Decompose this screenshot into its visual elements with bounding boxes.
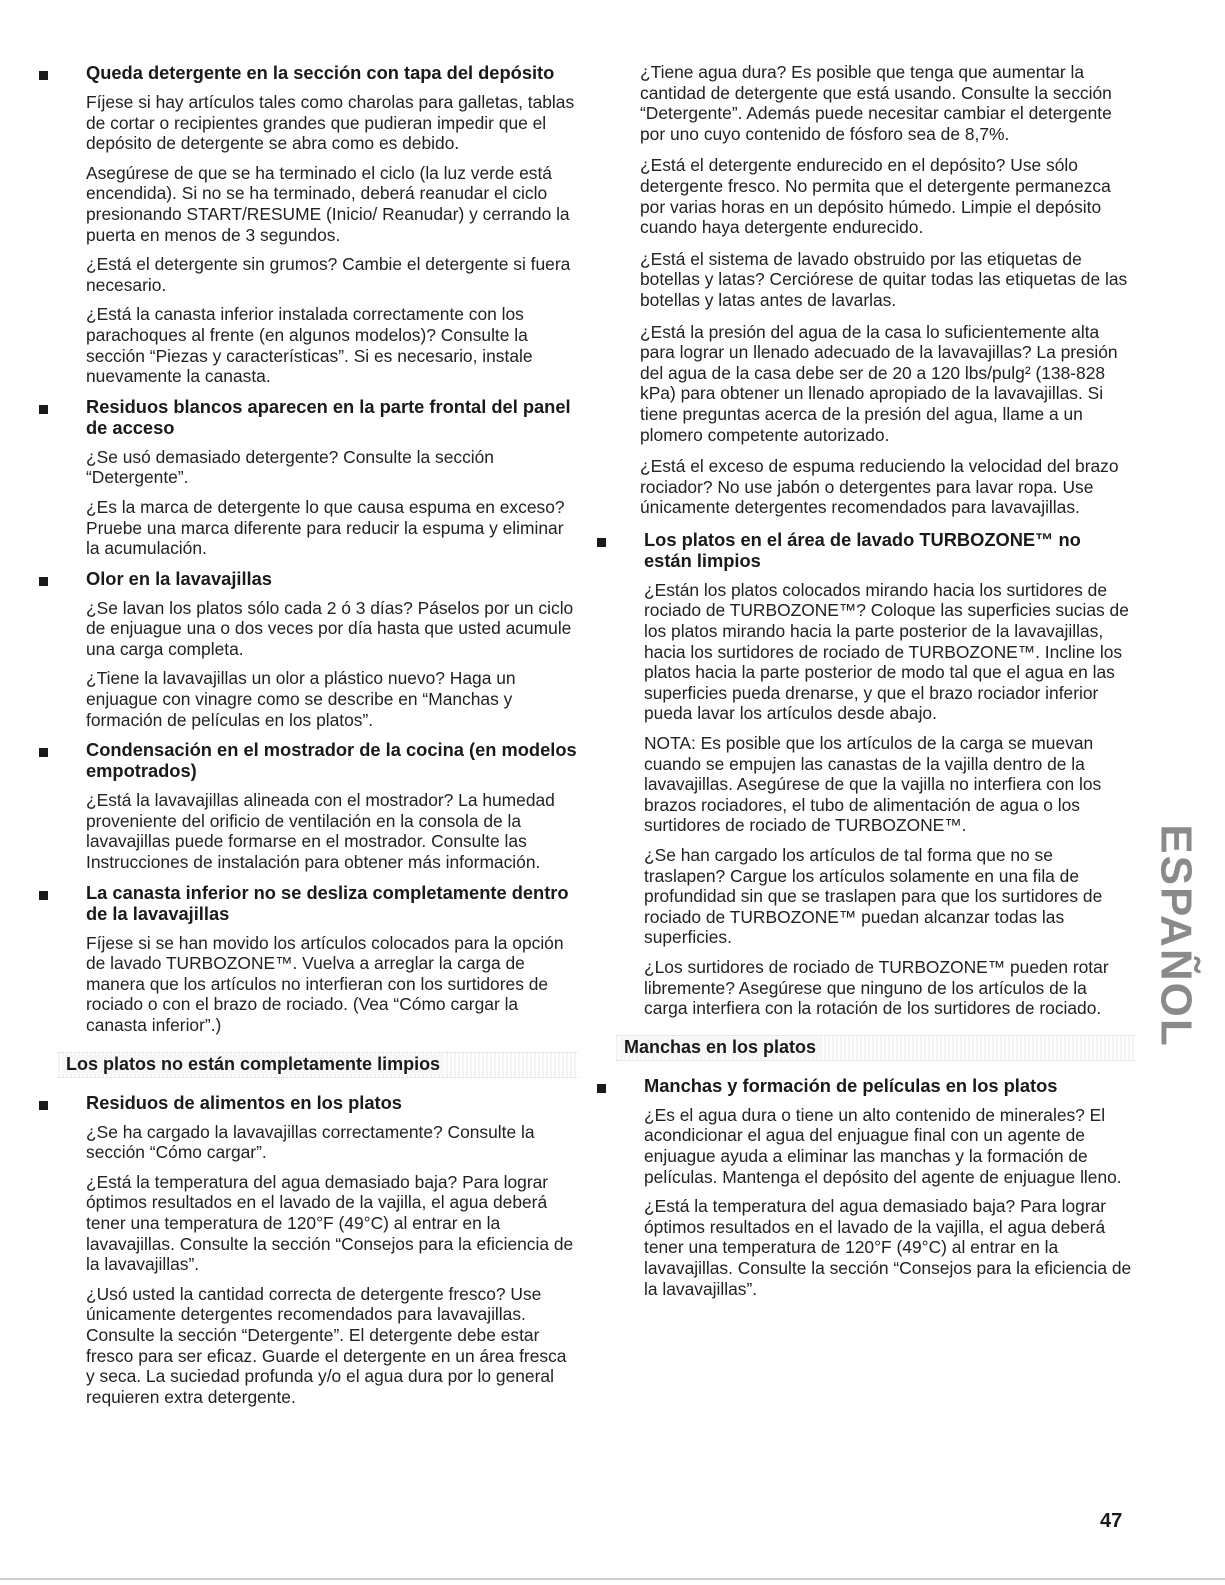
body-paragraph: ¿Está el sistema de lavado obstruido por las etiquetas de botellas y latas? Cerciórese de quitar todas las etiquetas de las botellas y latas antes de lavarlas.: [640, 248, 1128, 310]
troubleshooting-item: [38, 739, 578, 872]
body-paragraph: ¿Está la presión del agua de la casa lo suficientemente alta para lograr un llenado adecuado de la lavavajillas? La presión del agua de la casa debe ser de 20 a 120 lbs/pulg² (138-828 kPa) para obtener un llenado apropiado de la lavavajillas. Si tiene preguntas acerca de la presión del agua, llame a un plomero competente autorizado.: [640, 321, 1118, 445]
body-paragraph: ¿Usó usted la cantidad correcta de detergente fresco? Use únicamente detergentes recomendados para lavavajillas. Consulte la sección “Detergente”. El detergente debe estar fresco para ser eficaz. Guarde el detergente en un área fresca y seca. La suciedad profunda y/o el agua dura por lo general requieren extra detergente.: [86, 1283, 567, 1407]
body-paragraph: ¿Está el detergente sin grumos? Cambie el detergente si fuera necesario.: [86, 254, 571, 295]
section-heading: [620, 1033, 1132, 1061]
body-paragraph: ¿Se ha cargado la lavavajillas correctamente? Consulte la sección “Cómo cargar”.: [86, 1121, 535, 1163]
troubleshooting-item: [596, 529, 1132, 1019]
body-paragraph: Fíjese si hay artículos tales como charolas para galletas, tablas de cortar o recipientes grandes que pudieran impedir que el depósito de detergente se abra como es debido.: [86, 92, 575, 154]
troubleshooting-item: [38, 568, 578, 731]
body-paragraph: ¿Está el detergente endurecido en el depósito? Use sólo detergente fresco. No permita que el detergente permanezca por varias horas en un depósito húmedo. Limpie el depósito cuando haya detergente endurecido.: [640, 155, 1111, 238]
bottom-divider: [0, 1578, 1225, 1580]
language-label: ESPAÑOL: [1152, 824, 1201, 1048]
item-heading: Los platos en el área de lavado TURBOZONE™ no están limpios: [644, 528, 1081, 571]
body-paragraph: ¿Es el agua dura o tiene un alto contenido de minerales? El acondicionar el agua del enjuague final con un agente de enjuague ayuda a eliminar las manchas y la formación de películas. Mantenga el depósito del agente de enjuague lleno.: [644, 1104, 1122, 1187]
bullet-icon: [39, 405, 48, 414]
body-paragraph: ¿Está la temperatura del agua demasiado baja? Para lograr óptimos resultados en el lavado de la vajilla, el agua deberá tener una temperatura de 120°F (49°C) al entrar en la lavavajillas. Consulte la sección “Consejos para la eficiencia de la lavavajillas”.: [86, 1171, 574, 1275]
bullet-icon: [597, 1084, 606, 1093]
body-paragraph: ¿Están los platos colocados mirando hacia los surtidores de rociado de TURBOZONE™? Coloque las superficies sucias de los platos mirando hacia la parte posterior de la lavavajillas, hacia los surtidores de rociado de TURBOZONE™. Incline los platos hacia la parte posterior de modo tal que el agua en las superficies pueda drenarse, y que el brazo rociador inferior pueda lavar los artículos desde abajo.: [644, 579, 1129, 724]
item-heading: La canasta inferior no se desliza completamente dentro de la lavavajillas: [86, 881, 569, 924]
item-heading: Residuos de alimentos en los platos: [86, 1091, 402, 1113]
body-paragraph: ¿Se han cargado los artículos de tal forma que no se traslapen? Cargue los artículos solamente en una fila de profundidad sin que se traslapen para que los surtidores de rociado de TURBOZONE™ puedan alcanzar todas las superficies.: [644, 845, 1103, 948]
body-paragraph: ¿Tiene la lavavajillas un olor a plástico nuevo? Haga un enjuague con vinagre como se describe en “Manchas y formación de películas en los platos”.: [86, 668, 516, 730]
bullet-icon: [39, 1101, 48, 1110]
body-paragraph: ¿Está la temperatura del agua demasiado baja? Para lograr óptimos resultados en el lavado de la vajilla, el agua deberá tener una temperatura de 120°F (49°C) al entrar en la lavavajillas. Consulte la sección “Consejos para la eficiencia de la lavavajillas”.: [644, 1196, 1132, 1299]
body-paragraph: ¿Se usó demasiado detergente? Consulte la sección “Detergente”.: [86, 446, 494, 488]
body-paragraph: ¿Los surtidores de rociado de TURBOZONE™ pueden rotar libremente? Asegúrese que ninguno de los artículos de la carga interfiera con la rotación de los surtidores de rociado.: [644, 956, 1109, 1019]
left-column: [38, 62, 578, 1416]
section-heading-text: Manchas en los platos: [620, 1037, 820, 1057]
bullet-icon: [39, 891, 48, 900]
body-paragraph: ¿Es la marca de detergente lo que causa espuma en exceso? Pruebe una marca diferente para reducir la espuma y eliminar la acumulación.: [86, 496, 565, 559]
item-heading: Manchas y formación de películas en los platos: [644, 1074, 1058, 1096]
paragraph-group: [596, 62, 1132, 518]
troubleshooting-item: [596, 1075, 1132, 1299]
body-paragraph: Asegúrese de que se ha terminado el ciclo (la luz verde está encendida). Si no se ha terminado, deberá reanudar el ciclo presionando START/RESUME (Inicio/ Reanudar) y cerrando la puerta en menos de 3 segundos.: [86, 162, 570, 245]
right-column: [596, 62, 1132, 1308]
troubleshooting-item: [38, 396, 578, 559]
body-paragraph: Fíjese si se han movido los artículos colocados para la opción de lavado TURBOZONE™. Vuelva a arreglar la carga de manera que los artículos no interfieran con los surtidores de rociado o con el brazo de rociado. (Vea “Cómo cargar la canasta inferior”.): [86, 932, 564, 1035]
bullet-icon: [39, 71, 48, 80]
item-heading: Queda detergente en la sección con tapa del depósito: [86, 62, 555, 83]
bullet-icon: [39, 748, 48, 757]
body-paragraph: ¿Tiene agua dura? Es posible que tenga que aumentar la cantidad de detergente que está usando. Consulte la sección “Detergente”. Además puede necesitar cambiar el detergente por uno cuyo contenido de fósforo sea de 8,7%.: [640, 62, 1112, 144]
body-paragraph: ¿Está la lavavajillas alineada con el mostrador? La humedad proveniente del orificio de ventilación en la consola de la lavavajillas puede formarse en el mostrador. Consulte las Instrucciones de instalación para obtener más información.: [86, 790, 555, 873]
language-side-tab: [1152, 816, 1200, 1056]
troubleshooting-item: [38, 62, 578, 387]
section-heading-text: Los platos no están completamente limpios: [62, 1054, 444, 1074]
page-number: 47: [1100, 1510, 1123, 1532]
body-paragraph: ¿Está la canasta inferior instalada correctamente con los parachoques al frente (en algunos modelos)? Consulte la sección “Piezas y características”. Si es necesario, instale nuevamente la canasta.: [86, 304, 533, 387]
section-heading: [62, 1050, 578, 1078]
item-heading: Olor en la lavavajillas: [86, 567, 272, 589]
troubleshooting-item: [38, 882, 578, 1036]
item-heading: Condensación en el mostrador de la cocina (en modelos empotrados): [86, 739, 577, 782]
bullet-icon: [39, 577, 48, 586]
body-paragraph: ¿Está el exceso de espuma reduciendo la velocidad del brazo rociador? No use jabón o detergentes para lavar ropa. Use únicamente detergentes recomendados para lavavajillas.: [640, 456, 1119, 518]
body-paragraph: ¿Se lavan los platos sólo cada 2 ó 3 días? Páselos por un ciclo de enjuague una o dos veces por día hasta que usted acumule una carga completa.: [86, 597, 574, 659]
body-paragraph: NOTA: Es posible que los artículos de la carga se muevan cuando se empujen las canastas de la vajilla dentro de la lavavajillas. Asegúrese de que la vajilla no interfiera con los brazos rociadores, el tubo de alimentación de agua o los surtidores de rociado de TURBOZONE™.: [644, 733, 1102, 836]
bullet-icon: [597, 538, 606, 547]
item-heading: Residuos blancos aparecen en la parte frontal del panel de acceso: [86, 395, 571, 438]
troubleshooting-item: [38, 1092, 578, 1408]
